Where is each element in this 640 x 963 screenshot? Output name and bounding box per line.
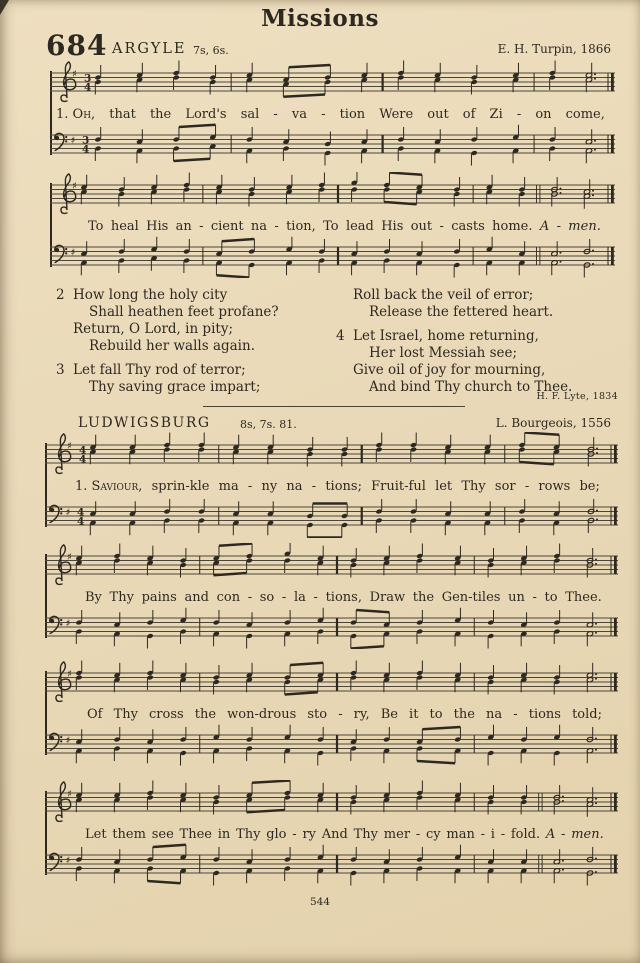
lyric-syllable: -	[313, 590, 318, 605]
lyric-syllable: fold.	[510, 827, 541, 842]
lyric-syllable: cient	[210, 219, 244, 234]
time-signature: 4	[82, 143, 90, 156]
lyric-line	[50, 103, 615, 122]
verse-line: 2 How long the holy city	[56, 287, 228, 303]
time-signature: 4	[79, 453, 87, 466]
lyric-syllable: cross	[149, 707, 184, 722]
lyric-syllable: the	[149, 107, 172, 122]
sharp-icon: ♯	[67, 441, 72, 452]
page-corner-stain	[0, 0, 9, 15]
lyric-syllable: sal	[240, 107, 260, 122]
music-system	[50, 172, 615, 278]
lyric-syllable: come,	[565, 107, 605, 122]
lyric-syllable: i	[490, 827, 495, 842]
section-title: Missions	[261, 5, 379, 32]
bass-staff	[45, 842, 618, 886]
lyric-syllable: that	[109, 107, 136, 122]
lyric-syllable: -	[532, 590, 537, 605]
tune-name: LUDWIGSBURG	[78, 415, 211, 431]
treble-staff	[45, 543, 618, 587]
lyric-syllable: so	[259, 590, 275, 605]
lyric-line	[45, 586, 618, 605]
lyric-syllable: A	[545, 827, 556, 842]
lyric-syllable: Thee	[179, 827, 212, 842]
lyric-syllable: on	[535, 107, 552, 122]
lyric-syllable: Gen-tiles	[441, 590, 501, 605]
lyric-syllable: con	[216, 590, 241, 605]
lyric-syllable: Lord's	[185, 107, 227, 122]
verse-line: Shall heathen feet profane?	[89, 304, 279, 320]
lyric-syllable: in	[217, 827, 231, 842]
lyric-syllable: Thy	[236, 827, 261, 842]
lyric-syllable: home.	[492, 219, 533, 234]
lyric-syllable: -	[199, 219, 204, 234]
lyric-syllable: be;	[579, 479, 600, 494]
lyric-syllable: won-drous	[227, 707, 297, 722]
lyric-syllable: lead	[345, 219, 374, 234]
bass-staff	[45, 722, 618, 766]
verse-line: Thy saving grace impart;	[89, 379, 261, 395]
section-divider-rule	[203, 406, 465, 407]
verse-number: 4	[336, 328, 345, 344]
lyric-syllable: -	[524, 479, 530, 494]
sharp-icon: ♯	[72, 69, 77, 80]
author-credit: H. F. Lyte, 1834	[536, 391, 618, 402]
lyric-line	[45, 475, 618, 494]
lyric-syllable: Zi	[489, 107, 503, 122]
bass-staff	[45, 605, 618, 649]
lyric-syllable: -	[513, 707, 518, 722]
treble-staff	[50, 60, 615, 104]
lyric-syllable: -	[292, 827, 297, 842]
lyric-syllable: to	[429, 707, 443, 722]
time-signature: 4	[77, 515, 85, 528]
lyric-syllable: ry,	[353, 707, 370, 722]
sharp-icon: ♯	[70, 247, 76, 259]
lyric-line	[45, 703, 618, 722]
time-signature: 4	[84, 81, 92, 94]
lyric-syllable: let	[435, 479, 453, 494]
lyric-syllable: Thee.	[565, 590, 602, 605]
verse-line: 4 Let Israel, home returning,	[336, 328, 539, 344]
lyric-syllable: Thy	[461, 479, 486, 494]
time-signature: 4	[79, 444, 87, 457]
lyric-syllable: Thy	[109, 590, 134, 605]
sharp-icon: ♯	[70, 135, 76, 147]
lyric-syllable: pains	[141, 590, 177, 605]
tune-meter: 7s, 6s.	[193, 44, 229, 57]
lyric-syllable: sor	[494, 479, 516, 494]
verse-line: Release the fettered heart.	[369, 304, 554, 320]
verse-line: Return, O Lord, in pity;	[73, 321, 233, 337]
lyric-syllable: -	[556, 219, 561, 234]
lyric-syllable: Be	[380, 707, 398, 722]
lyric-line	[45, 823, 618, 842]
lyric-syllable: His	[146, 219, 169, 234]
lyric-syllable: the	[412, 590, 435, 605]
sharp-icon: ♯	[65, 507, 71, 519]
verse-number: 3	[56, 362, 65, 378]
lyric-syllable: 1. Oh,	[56, 107, 96, 122]
bass-staff	[50, 122, 615, 166]
lyric-syllable: -	[311, 479, 317, 494]
lyric-syllable: -	[480, 827, 485, 842]
lyric-syllable: His	[381, 219, 404, 234]
lyric-syllable: ry	[302, 827, 317, 842]
lyric-syllable: it	[409, 707, 419, 722]
lyric-syllable: tion	[339, 107, 366, 122]
music-system	[45, 432, 618, 538]
bass-staff	[50, 234, 615, 278]
lyric-syllable: of	[462, 107, 476, 122]
lyric-syllable: told;	[572, 707, 602, 722]
verse-line: And bind Thy church to Thee.	[369, 379, 573, 395]
lyric-syllable: an	[175, 219, 192, 234]
lyric-line	[50, 215, 615, 234]
treble-staff	[45, 660, 618, 704]
treble-staff	[50, 172, 615, 216]
sharp-icon: ♯	[67, 789, 72, 800]
lyric-syllable: -	[247, 479, 253, 494]
lyric-syllable: -	[415, 827, 421, 842]
lyric-syllable: and	[184, 590, 209, 605]
lyric-syllable: cy	[425, 827, 441, 842]
lyric-syllable: To	[323, 219, 339, 234]
lyric-syllable: men.	[568, 219, 601, 234]
lyric-syllable: Fruit-ful	[371, 479, 426, 494]
lyric-syllable: mer	[383, 827, 411, 842]
tune-name: ARGYLE	[112, 41, 187, 57]
sharp-icon: ♯	[65, 855, 71, 867]
verse-number: 2	[56, 287, 65, 303]
verse-line: Rebuild her walls again.	[89, 338, 255, 354]
lyric-syllable: -	[516, 107, 522, 122]
lyric-syllable: -	[321, 107, 326, 122]
verse-line: Roll back the veil of error;	[353, 287, 534, 303]
bass-staff	[45, 494, 618, 538]
lyric-syllable: ma	[218, 479, 239, 494]
treble-staff	[45, 432, 618, 476]
verse-line: Her lost Messiah see;	[369, 345, 518, 361]
lyric-syllable: rows	[538, 479, 571, 494]
music-system	[50, 60, 615, 166]
lyric-syllable: na	[486, 707, 503, 722]
lyric-syllable: la	[293, 590, 306, 605]
lyric-syllable: ny	[261, 479, 278, 494]
composer-credit: L. Bourgeois, 1556	[495, 416, 611, 430]
lyric-syllable: tions,	[325, 590, 362, 605]
lyric-syllable: the	[453, 707, 475, 722]
lyric-syllable: the	[194, 707, 217, 722]
tune-meter: 8s, 7s. 81.	[240, 418, 297, 431]
lyric-syllable: to	[544, 590, 558, 605]
lyric-syllable: -	[338, 707, 343, 722]
music-system	[45, 660, 618, 766]
lyric-syllable: Draw	[369, 590, 406, 605]
sharp-icon: ♯	[65, 618, 71, 630]
sharp-icon: ♯	[67, 552, 72, 563]
lyric-syllable: -	[561, 827, 566, 842]
lyric-syllable: To	[88, 219, 104, 234]
lyric-syllable: -	[439, 219, 444, 234]
music-system	[45, 543, 618, 649]
verse-line: Give oil of joy for mourning,	[353, 362, 546, 378]
lyric-syllable: A	[539, 219, 550, 234]
page-number: 544	[309, 896, 331, 908]
lyric-syllable: -	[500, 827, 506, 842]
lyric-syllable: glo	[266, 827, 287, 842]
lyric-syllable: sprin-kle	[151, 479, 210, 494]
lyric-syllable: na	[250, 219, 268, 234]
lyric-syllable: Thy	[113, 707, 138, 722]
lyric-syllable: tions	[528, 707, 561, 722]
sharp-icon: ♯	[72, 181, 77, 192]
composer-credit: E. H. Turpin, 1866	[497, 42, 611, 56]
lyric-syllable: see	[151, 827, 174, 842]
lyric-syllable: heal	[110, 219, 139, 234]
treble-staff	[45, 780, 618, 824]
lyric-syllable: Of	[87, 707, 103, 722]
lyric-syllable: va	[291, 107, 307, 122]
verse-column-right	[336, 287, 618, 396]
lyric-syllable: -	[274, 219, 279, 234]
sharp-icon: ♯	[67, 669, 72, 680]
lyric-syllable: man	[446, 827, 475, 842]
lyric-syllable: sto	[307, 707, 328, 722]
lyric-syllable: 1. Saviour,	[75, 479, 143, 494]
lyric-syllable: -	[247, 590, 253, 605]
time-signature: 3	[84, 72, 92, 85]
lyric-syllable: na	[286, 479, 303, 494]
sharp-icon: ♯	[65, 735, 71, 747]
lyric-syllable: Thy	[353, 827, 379, 842]
lyric-syllable: -	[281, 590, 287, 605]
lyric-syllable: -	[273, 107, 278, 122]
lyric-syllable: tions;	[325, 479, 362, 494]
lyric-syllable: Let	[85, 827, 107, 842]
time-signature: 3	[82, 134, 90, 147]
lyric-syllable: out	[427, 107, 449, 122]
lyric-syllable: By	[85, 590, 102, 605]
music-system	[45, 780, 618, 886]
lyric-syllable: Were	[379, 107, 414, 122]
lyric-syllable: un	[508, 590, 525, 605]
lyric-syllable: out	[410, 219, 433, 234]
verse-line: 3 Let fall Thy rod of terror;	[56, 362, 246, 378]
hymn-number: 684	[46, 29, 108, 62]
lyric-syllable: And	[321, 827, 348, 842]
lyric-syllable: them	[112, 827, 146, 842]
time-signature: 4	[77, 506, 85, 519]
lyric-syllable: casts	[451, 219, 485, 234]
lyric-syllable: tion,	[286, 219, 316, 234]
verse-column-left	[56, 287, 336, 396]
lyric-syllable: men.	[571, 827, 604, 842]
